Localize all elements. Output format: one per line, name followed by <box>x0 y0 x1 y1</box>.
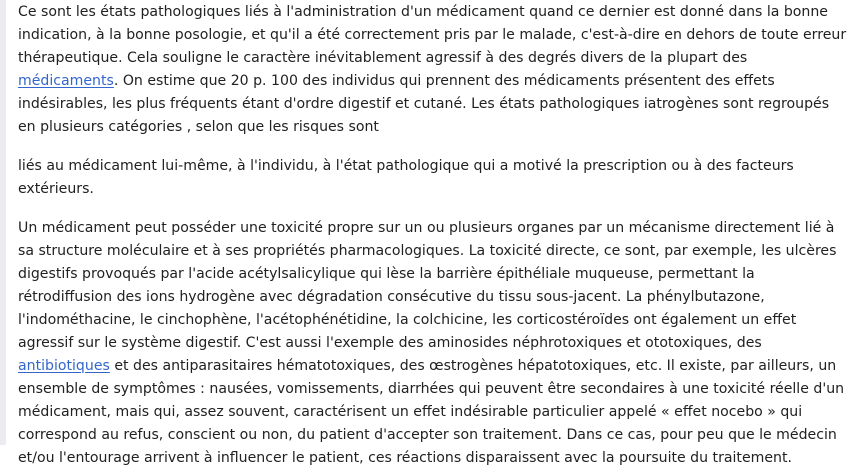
link-medicaments[interactable]: médicaments <box>18 73 114 89</box>
paragraph-3-text-start: Un médicament peut posséder une toxicité propre sur un ou plusieurs organes par un mécanisme directement lié à sa structure moléculaire et à ses propriétés pharmacologiques. La toxicité directe, ce sont, par exemple, les ulcères digestifs provoqués par l'acide acétylsalicylique qui lèse la barrière épithéliale muqueuse, permettant la rétrodiffusion des ions hydrogène avec dégradation consécutive du tissu sous-jacent. La phénylbutazone, l'indométhacine, le cinchophène, l'acétophénétidine, la colchicine, les corticostéroïdes ont également un effet agressif sur le système digestif. C'est aussi l'exemple des aminosides néphrotoxiques et ototoxiques, des <box>18 220 837 351</box>
link-antibiotiques[interactable]: antibiotiques <box>18 358 110 374</box>
left-border-rule <box>0 0 6 445</box>
paragraph-1-text-start: Ce sont les états pathologiques liés à l'administration d'un médicament quand ce dernier est donné dans la bonne indication, à la bonne posologie, et qu'il a été correctement pris par le malade, c'est-à-dire en dehors de toute erreur thérapeutique. Cela souligne le caractère inévitablement agressif à des degrés divers de la plupart des <box>18 4 847 66</box>
paragraph-3-text-end: et des antiparasitaires hématotoxiques, des œstrogènes hépatotoxiques, etc. Il existe, par ailleurs, un ensemble de symptômes : nausées, vomissements, diarrhées qui peuvent être secondaires à une toxicité réelle d'un médicament, mais qui, assez souvent, caractérisent un effet indésirable particulier appelé « effet nocebo » qui correspond au refus, conscient ou non, du patient d'accepter son traitement. Dans ce cas, pour peu que le médecin et/ou l'entourage arrivent à influencer le patient, ces réactions disparaissent avec la poursuite du traitement. <box>18 358 845 466</box>
paragraph-1-text-end: . On estime que 20 p. 100 des individus qui prennent des médicaments présentent des effets indésirables, les plus fréquents étant d'ordre digestif et cutané. Les états pathologiques iatrogènes sont regroupés en plusieurs catégories , selon que les risques sont <box>18 73 830 135</box>
paragraph-2: liés au médicament lui-même, à l'individu, à l'état pathologique qui a motivé la prescription ou à des facteurs extérieurs. <box>18 158 794 197</box>
paragraph-3 <box>18 217 850 470</box>
paragraph-1 <box>18 1 850 139</box>
article-body <box>18 1 850 470</box>
